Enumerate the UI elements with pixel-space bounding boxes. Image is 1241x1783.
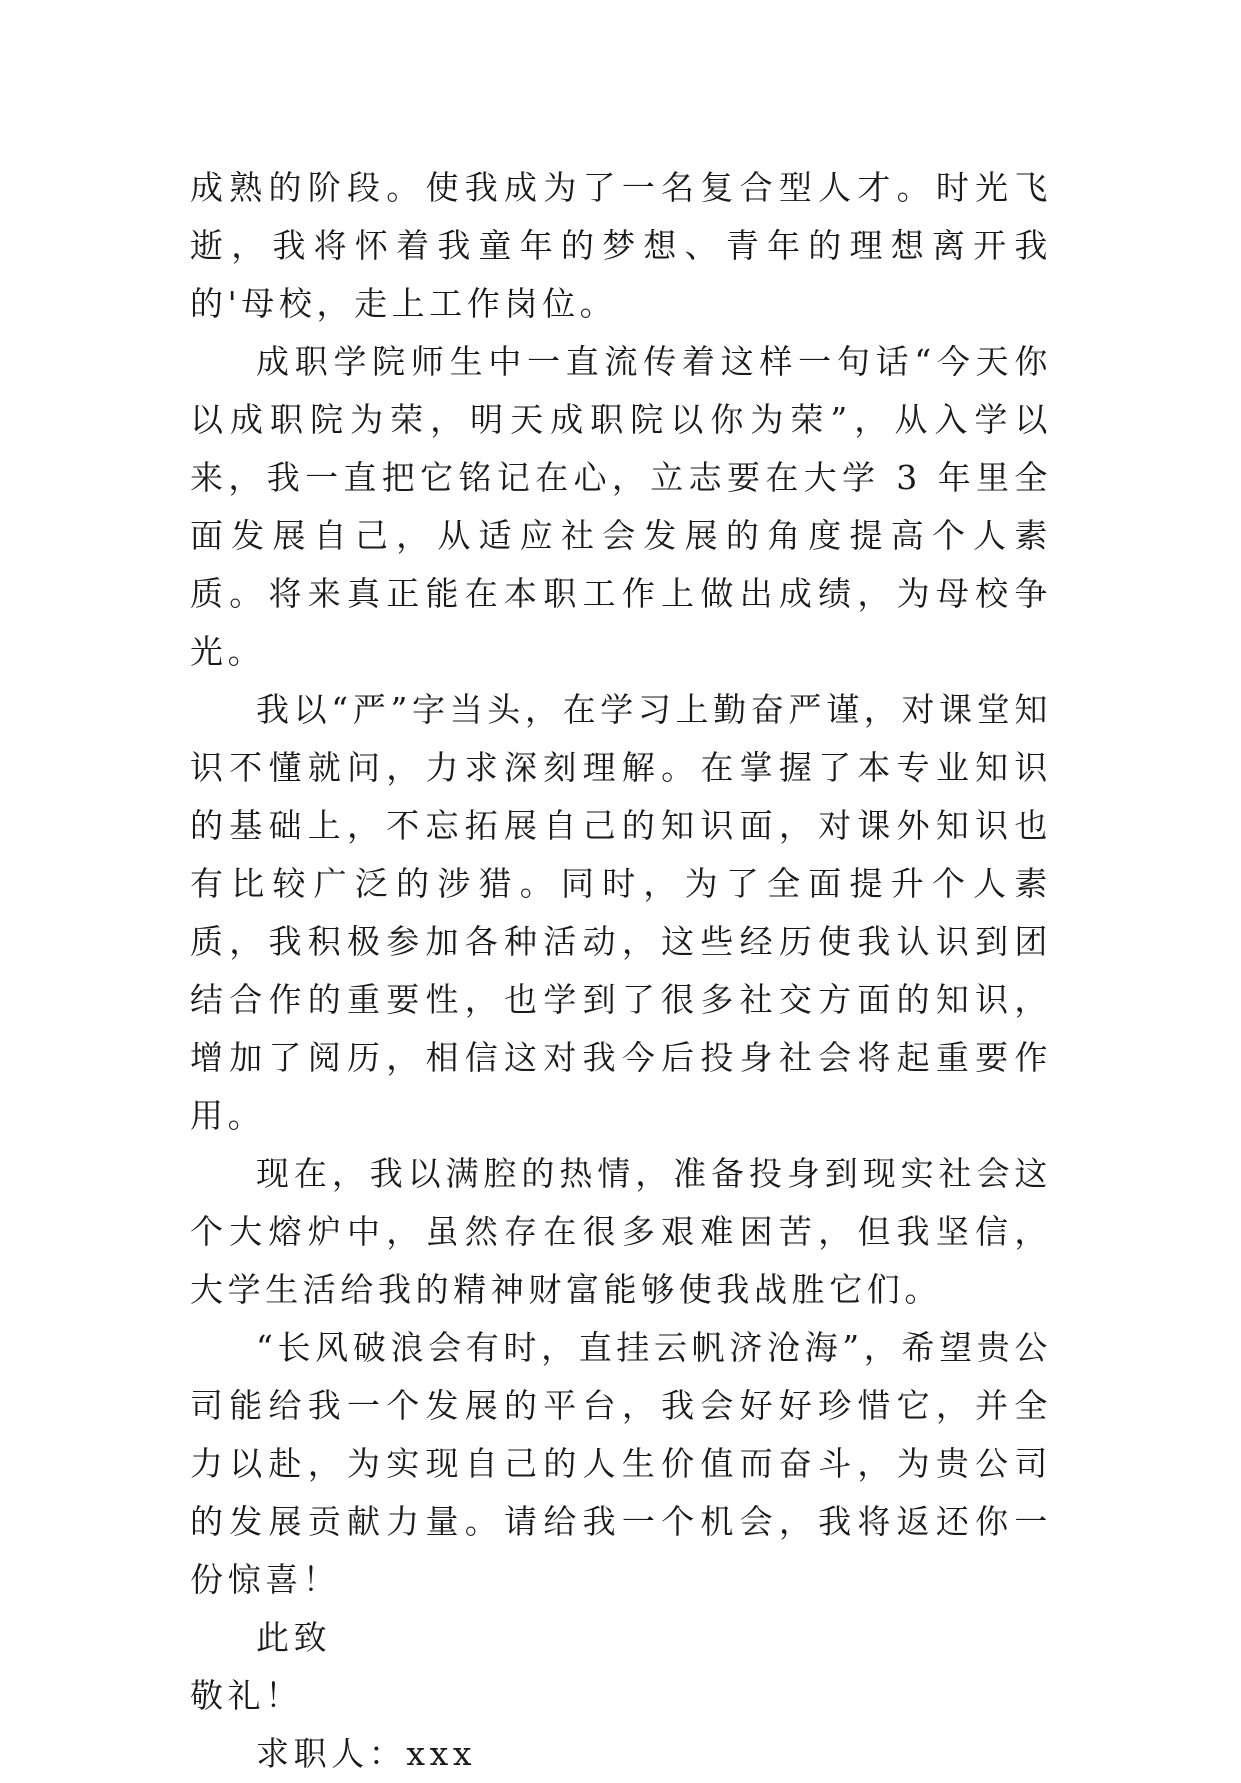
paragraph-5: “长风破浪会有时，直挂云帆济沧海”，希望贵公司能给我一个发展的平台，我会好好珍惜它，并全力以赴，为实现自己的人生价值而奋斗，为贵公司的发展贡献力量。请给我一个机会，我将返还你一份惊喜！ xyxy=(190,1328,1052,1599)
paragraph-4: 现在，我以满腔的热情，准备投身到现实社会这个大熔炉中，虽然存在很多艰难困苦，但我坚信，大学生活给我的精神财富能够使我战胜它们。 xyxy=(190,1154,1052,1309)
paragraph-3: 我以“严”字当头，在学习上勤奋严谨，对课堂知识不懂就问，力求深刻理解。在掌握了本专业知识的基础上，不忘拓展自己的知识面，对课外知识也有比较广泛的涉猎。同时，为了全面提升个人素质，我积极参加各种活动，这些经历使我认识到团结合作的重要性，也学到了很多社交方面的知识，增加了阅历，相信这对我今后投身社会将起重要作用。 xyxy=(190,690,1052,1135)
signature-line: 求职人：xxx xyxy=(256,1734,477,1773)
salute-line: 敬礼！ xyxy=(190,1676,303,1715)
closing-line: 此致 xyxy=(256,1618,332,1657)
paragraph-1: 成熟的阶段。使我成为了一名复合型人才。时光飞逝，我将怀着我童年的梦想、青年的理想离开我的'母校，走上工作岗位。 xyxy=(190,168,1052,323)
letter-body xyxy=(190,159,1052,1783)
paragraph-2: 成职学院师生中一直流传着这样一句话“今天你以成职院为荣，明天成职院以你为荣”，从入学以来，我一直把它铭记在心，立志要在大学 3 年里全面发展自己，从适应社会发展的角度提高个人素质。将来真正能在本职工作上做出成绩，为母校争光。 xyxy=(190,342,1052,671)
